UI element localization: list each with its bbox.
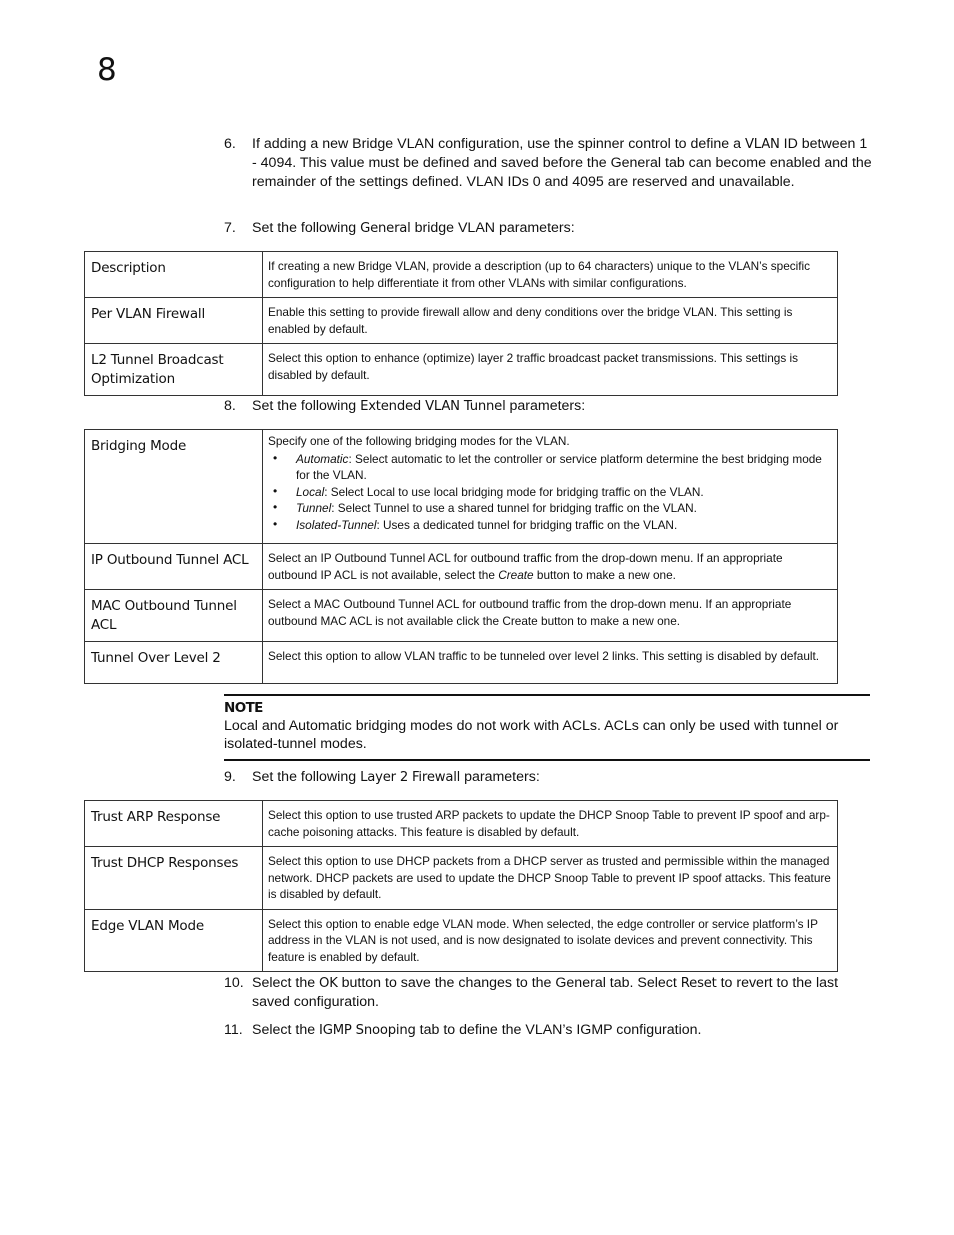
bridging-mode-list [268, 451, 831, 534]
bullet-icon: • [273, 450, 278, 465]
param-description: Select this option to use trusted ARP packets to update the DHCP Snoop Table to prevent IP spoof and arp-cache poisoning attacks. This feature is disabled by default. [263, 801, 838, 847]
step-number: 8. [224, 398, 236, 414]
step-text-pre: Set the following [252, 769, 361, 785]
list-text: : Uses a dedicated tunnel for bridging traffic on the VLAN. [376, 517, 678, 532]
step-number: 6. [224, 136, 236, 152]
step-keyword: VLAN [744, 137, 780, 152]
step-text [252, 974, 874, 1012]
param-description [263, 430, 838, 544]
table-row [85, 909, 838, 972]
desc-emphasis: Create [498, 567, 534, 582]
step-number: 10. [224, 975, 244, 991]
step-text-post: parameters: [505, 398, 586, 414]
step-keyword-ok: OK [319, 976, 338, 991]
table-row [85, 642, 838, 684]
step-11 [224, 1021, 874, 1040]
list-text: : Select Tunnel to use a shared tunnel for bridging traffic on the VLAN. [331, 501, 697, 515]
step-number: 11. [224, 1022, 243, 1038]
table-row [85, 298, 838, 344]
step-6 [224, 135, 874, 192]
step-text-pre: Set the following [252, 398, 361, 414]
step-text [252, 768, 874, 787]
list-item [268, 484, 831, 501]
desc-text-post: button to make a new one. [533, 567, 676, 582]
list-term: Automatic [296, 451, 349, 466]
note-heading: NOTE [224, 700, 263, 716]
step-keyword: General [360, 221, 411, 236]
list-item [268, 451, 831, 484]
param-description: Select a MAC Outbound Tunnel ACL for outbound traffic from the drop-down menu. If an appropriate outbound MAC ACL is not available click the Create button to make a new one. [263, 590, 838, 642]
param-description [263, 544, 838, 590]
table-row [85, 430, 838, 544]
table-row [85, 344, 838, 396]
step-9 [224, 768, 874, 787]
param-name: Edge VLAN Mode [85, 909, 263, 972]
step-text-pre: If adding a new Bridge VLAN configuration, use the spinner control to define a [252, 136, 745, 152]
list-item [268, 500, 831, 517]
list-text: : Select automatic to let the controller or service platform determine the best bridging mode for the VLAN. [296, 451, 822, 482]
chapter-number: 8 [97, 52, 117, 88]
step-number: 9. [224, 769, 236, 785]
step-keyword: IGMP Snooping [319, 1023, 416, 1038]
param-description: If creating a new Bridge VLAN, provide a description (up to 64 characters) unique to the VLAN’s specific configuration to help differentiate it from other VLANs with similar configurations. [263, 252, 838, 298]
param-description: Select this option to enhance (optimize) layer 2 traffic broadcast packet transmissions. This settings is disabled by default. [263, 344, 838, 396]
param-name: Trust DHCP Responses [85, 847, 263, 910]
step-text [252, 1021, 874, 1040]
note-box [224, 694, 870, 761]
table-row [85, 801, 838, 847]
note-body: Local and Automatic bridging modes do not work with ACLs. ACLs can only be used with tunnel or isolated-tunnel modes. [224, 718, 839, 752]
step-text [252, 397, 874, 416]
param-name: Bridging Mode [85, 430, 263, 544]
param-description: Select this option to use DHCP packets from a DHCP server as trusted and permissible within the managed network. DHCP packets are used to update the DHCP Snoop Table to prevent IP spoof attacks. This feature is disabled by default. [263, 847, 838, 910]
table-row [85, 544, 838, 590]
step-text-post: tab to define the VLAN’s IGMP configuration. [415, 1022, 702, 1038]
step-text-pre: Select the [252, 1022, 320, 1038]
param-name: Description [85, 252, 263, 298]
layer2-firewall-table [84, 800, 838, 972]
param-name: MAC Outbound Tunnel ACL [85, 590, 263, 642]
step-text-pre: Select the [252, 975, 320, 991]
table-row [85, 252, 838, 298]
step-text-post: to revert to the last saved configuration. [252, 975, 839, 1010]
step-8 [224, 397, 874, 416]
step-text-pre: Set the following [252, 220, 361, 236]
list-term: Isolated-Tunnel [296, 517, 377, 532]
step-10 [224, 974, 874, 1012]
step-7 [224, 219, 874, 238]
step-text-post: ID between 1 - 4094. This value must be defined and saved before the General tab can become enabled and the remainder of the settings defined. VLAN IDs 0 and 4095 are reserved and unavailable. [252, 136, 872, 190]
step-text-post: parameters: [460, 769, 540, 785]
step-keyword: Extended VLAN Tunnel [360, 399, 506, 414]
step-keyword: Layer 2 Firewall [360, 770, 461, 785]
step-text [252, 219, 874, 238]
general-parameters-table [84, 251, 838, 396]
param-description: Select this option to allow VLAN traffic to be tunneled over level 2 links. This setting is disabled by default. [263, 642, 838, 684]
param-name: Tunnel Over Level 2 [85, 642, 263, 684]
param-name: Trust ARP Response [85, 801, 263, 847]
extended-vlan-tunnel-table [84, 429, 838, 684]
param-name: IP Outbound Tunnel ACL [85, 544, 263, 590]
desc-text-pre: Select an IP Outbound Tunnel ACL for outbound traffic from the drop-down menu. If an appropriate outbound IP ACL is not available, select the [268, 551, 783, 582]
param-name: Per VLAN Firewall [85, 298, 263, 344]
list-text: : Select Local to use local bridging mode for bridging traffic on the VLAN. [324, 484, 704, 499]
list-term: Local [296, 484, 325, 499]
bridging-mode-intro: Specify one of the following bridging modes for the VLAN. [268, 434, 570, 448]
step-number: 7. [224, 220, 236, 236]
table-row [85, 590, 838, 642]
step-text-post: bridge VLAN parameters: [410, 220, 575, 236]
step-keyword-reset: Reset [680, 976, 717, 991]
param-description: Select this option to enable edge VLAN mode. When selected, the edge controller or service platform’s IP address in the VLAN is not used, and is now designated to isolate devices and prevent connectivity. This feature is enabled by default. [263, 909, 838, 972]
table-row [85, 847, 838, 910]
list-term: Tunnel [296, 501, 332, 515]
bullet-icon: • [273, 516, 278, 531]
bullet-icon: • [273, 483, 278, 498]
list-item [268, 517, 831, 534]
step-text [252, 135, 874, 192]
param-description: Enable this setting to provide firewall allow and deny conditions over the bridge VLAN. This setting is enabled by default. [263, 298, 838, 344]
step-text-mid: button to save the changes to the General tab. Select [337, 975, 681, 991]
bullet-icon: • [273, 500, 278, 514]
param-name: L2 Tunnel Broadcast Optimization [85, 344, 263, 396]
